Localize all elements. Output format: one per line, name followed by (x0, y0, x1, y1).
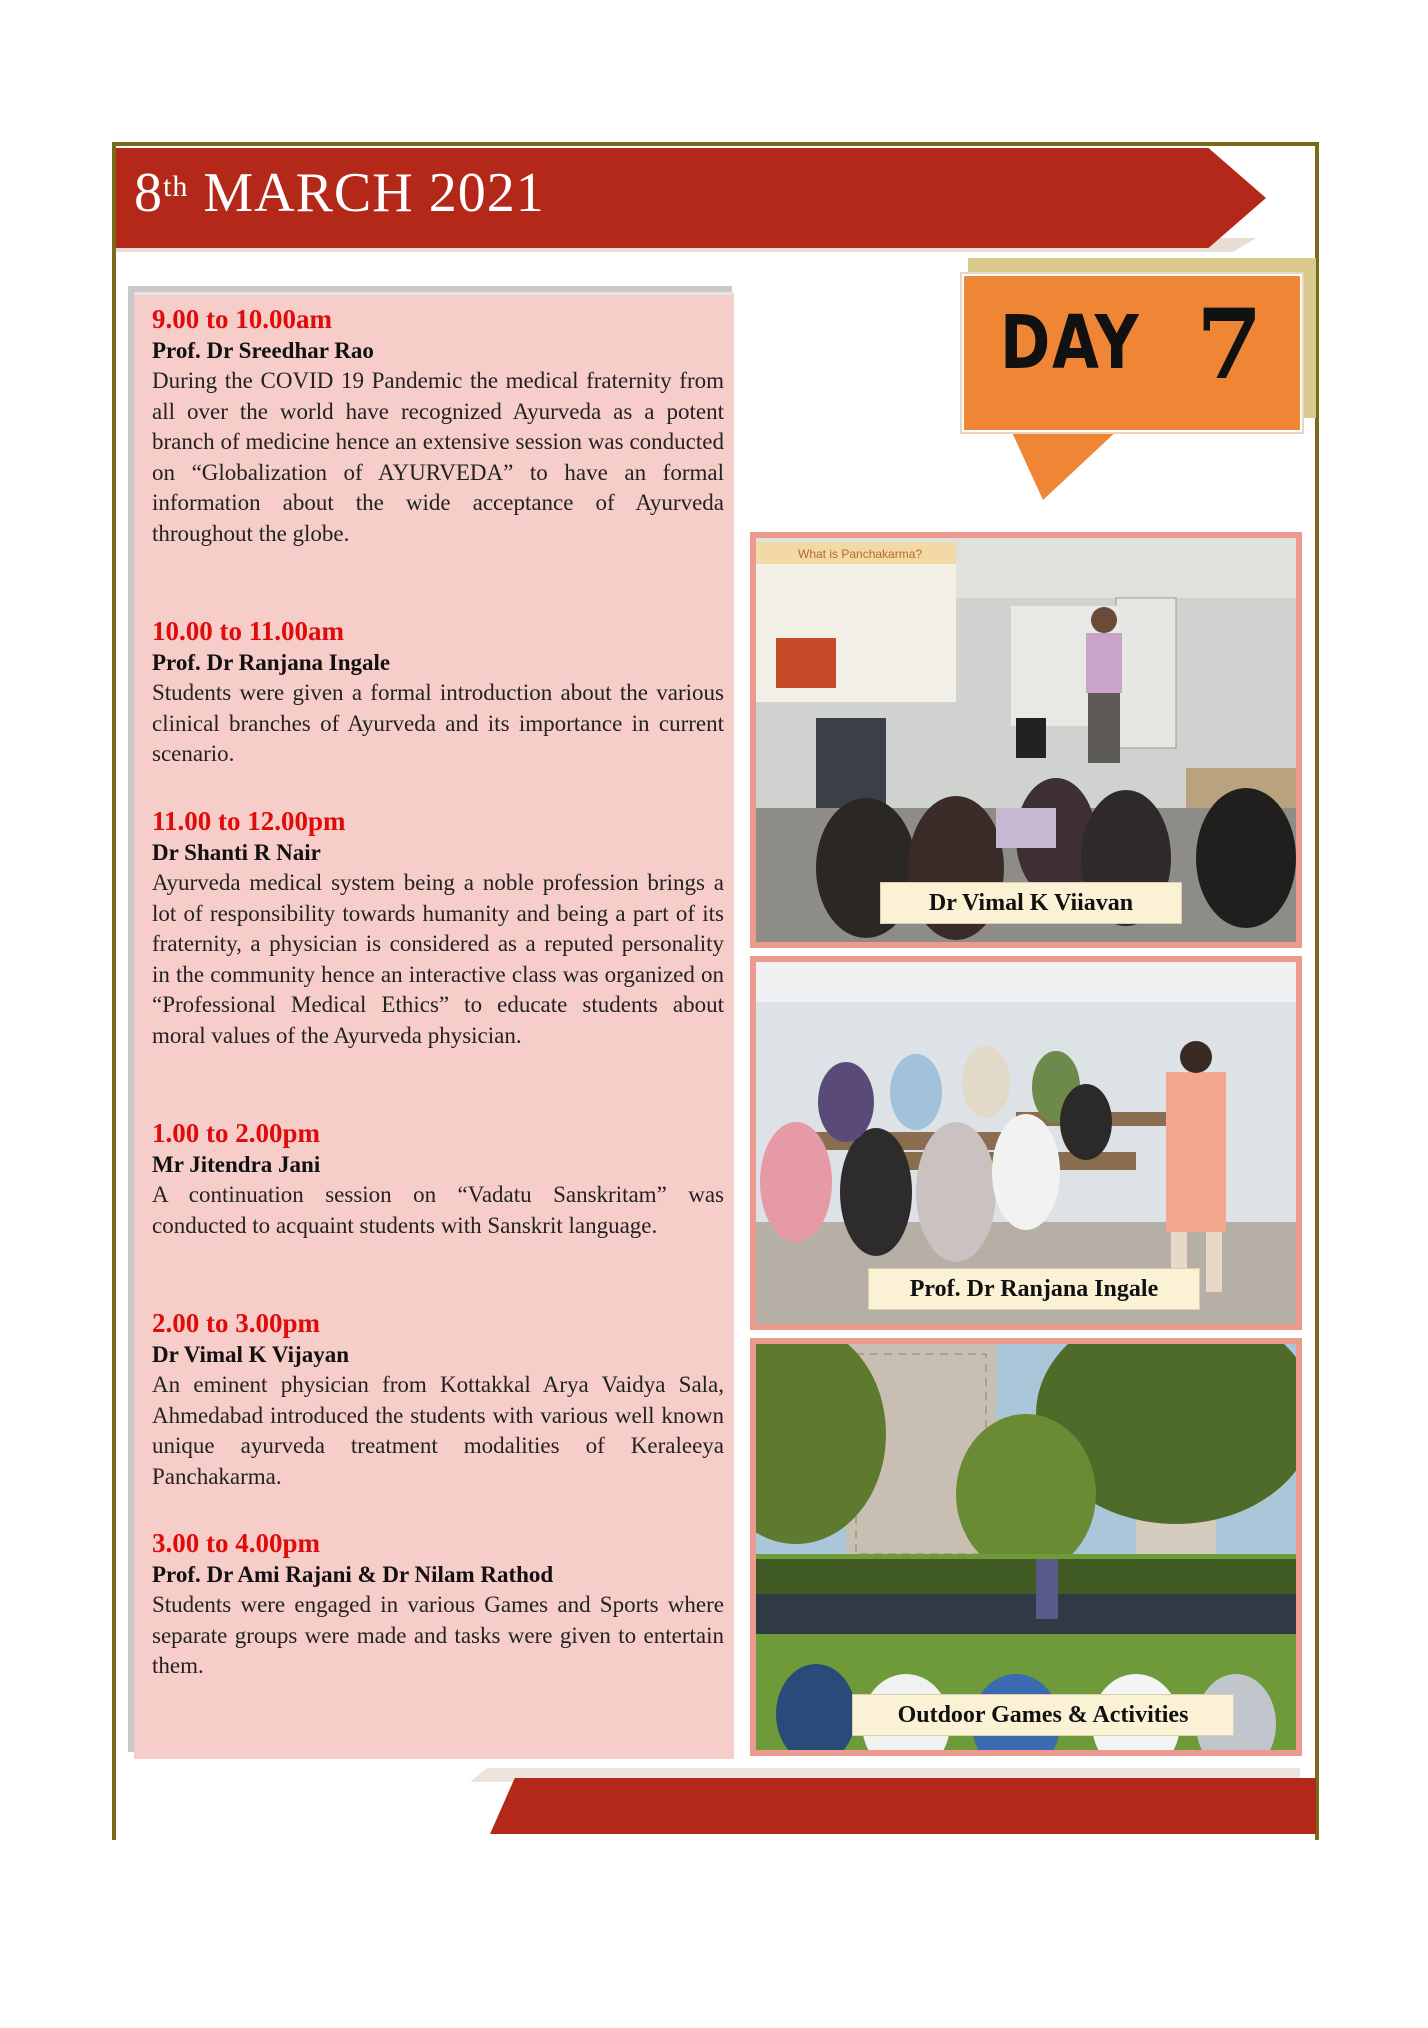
day-label: DAY (1000, 300, 1141, 386)
session-time: 3.00 to 4.00pm (152, 1528, 320, 1558)
session-4 (152, 1116, 724, 1241)
session-speaker: Dr Vimal K Vijayan (152, 1342, 350, 1367)
photo-classroom-students (750, 956, 1302, 1330)
footer-band (490, 1778, 1316, 1834)
session-description: Students were engaged in various Games and Sports where separate groups were made and tasks were given to entertain them. (152, 1592, 724, 1678)
session-description: Students were given a formal introduction about the various clinical branches of Ayurveda and its importance in current scenario. (152, 680, 724, 766)
session-time: 9.00 to 10.00am (152, 304, 332, 334)
session-time: 10.00 to 11.00am (152, 616, 344, 646)
photo-caption: Outdoor Games & Activities (852, 1694, 1234, 1736)
session-3 (152, 804, 724, 1051)
page-title: 8th MARCH 2021 (134, 162, 545, 224)
page-frame-left (112, 142, 116, 1840)
session-speaker: Prof. Dr Sreedhar Rao (152, 338, 374, 363)
day-number: 7 (1196, 288, 1263, 401)
photo-outdoor-games (750, 1338, 1302, 1756)
session-time: 11.00 to 12.00pm (152, 806, 346, 836)
session-speaker: Dr Shanti R Nair (152, 840, 321, 865)
session-6 (152, 1526, 724, 1682)
session-speaker: Prof. Dr Ami Rajani & Dr Nilam Rathod (152, 1562, 554, 1587)
session-2 (152, 614, 724, 770)
session-speaker: Mr Jitendra Jani (152, 1152, 321, 1177)
photo-caption: Prof. Dr Ranjana Ingale (868, 1268, 1200, 1310)
page-frame-top (112, 142, 1319, 146)
session-time: 2.00 to 3.00pm (152, 1308, 320, 1338)
session-1 (152, 302, 724, 549)
outdoor-games-image (756, 1344, 1296, 1750)
session-speaker: Prof. Dr Ranjana Ingale (152, 650, 391, 675)
photo-caption: Dr Vimal K Viiavan (880, 882, 1182, 924)
day-callout-pointer (1010, 428, 1120, 500)
session-5 (152, 1306, 724, 1492)
photo-lecture-panchakarma (750, 532, 1302, 948)
session-description: During the COVID 19 Pandemic the medical fraternity from all over the world have recognized Ayurveda as a potent branch of medicine hence an extensive session was conducted on “Globalization of AYURVEDA” to have an formal information about the wide acceptance of Ayurveda throughout the globe. (152, 368, 724, 546)
session-description: Ayurveda medical system being a noble profession brings a lot of responsibility towards humanity and being a part of its fraternity, a physician is considered as a reputed personality in the community hence an interactive class was organized on “Professional Medical Ethics” to educate students about moral values of the Ayurveda physician. (152, 870, 724, 1048)
slide-title-text: What is Panchakarma? (798, 547, 923, 561)
session-description: A continuation session on “Vadatu Sanskritam” was conducted to acquaint students with Sanskrit language. (152, 1182, 724, 1238)
session-description: An eminent physician from Kottakkal Arya Vaidya Sala, Ahmedabad introduced the students with various well known unique ayurveda treatment modalities of Keraleeya Panchakarma. (152, 1372, 724, 1489)
session-time: 1.00 to 2.00pm (152, 1118, 320, 1148)
